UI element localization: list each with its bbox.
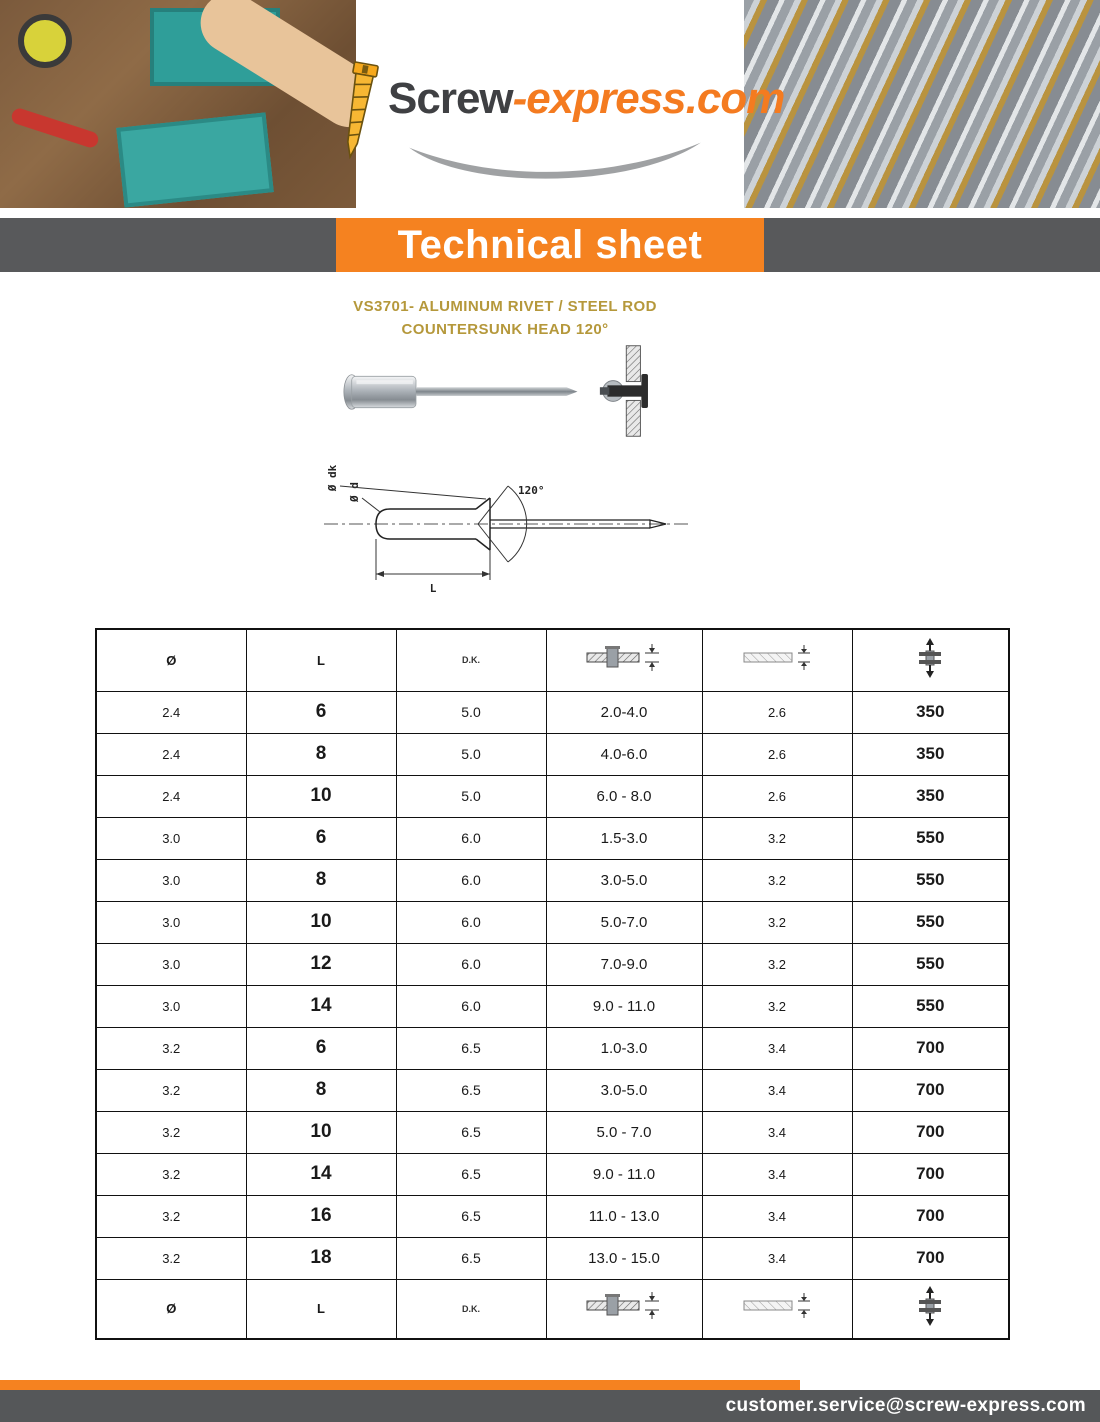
cell-strength: 350 <box>852 691 1009 733</box>
screw-tray-shape <box>116 112 274 207</box>
screwdriver-shape <box>10 106 101 149</box>
cell-length: 12 <box>246 943 396 985</box>
technical-drawing <box>318 436 698 604</box>
cell-dk: 6.5 <box>396 1153 546 1195</box>
cell-length: 8 <box>246 1069 396 1111</box>
table-row <box>96 691 1009 733</box>
product-title-line2: COUNTERSUNK HEAD 120° <box>401 321 609 338</box>
cell-grip-range: 6.0 - 8.0 <box>546 775 702 817</box>
cell-dk: 6.5 <box>396 1111 546 1153</box>
banner-bar <box>0 218 1100 272</box>
cell-diameter: 2.4 <box>96 775 246 817</box>
cell-strength: 700 <box>852 1237 1009 1279</box>
header-grip-range <box>546 629 702 691</box>
cell-diameter: 3.2 <box>96 1069 246 1111</box>
header-strength <box>852 629 1009 691</box>
brand-logo <box>330 42 790 192</box>
cell-drill-diameter: 3.4 <box>702 1027 852 1069</box>
cell-diameter: 3.0 <box>96 817 246 859</box>
cell-strength: 700 <box>852 1069 1009 1111</box>
cell-diameter: 3.0 <box>96 901 246 943</box>
cell-strength: 550 <box>852 817 1009 859</box>
cell-dk: 6.5 <box>396 1027 546 1069</box>
table-row <box>96 943 1009 985</box>
cell-grip-range: 7.0-9.0 <box>546 943 702 985</box>
table-row <box>96 1153 1009 1195</box>
cell-dk: 6.0 <box>396 901 546 943</box>
workshop-photo <box>0 0 356 208</box>
cell-drill-diameter: 3.2 <box>702 859 852 901</box>
tape-measure-shape <box>18 14 72 68</box>
cell-diameter: 3.0 <box>96 859 246 901</box>
cell-diameter: 3.0 <box>96 943 246 985</box>
cell-strength: 550 <box>852 859 1009 901</box>
cell-dk: 6.5 <box>396 1237 546 1279</box>
cell-dk: 5.0 <box>396 691 546 733</box>
brand-name-orange: -express.com <box>512 74 785 123</box>
cell-dk: 5.0 <box>396 733 546 775</box>
dim-label-angle: 120° <box>518 484 545 497</box>
cell-grip-range: 4.0-6.0 <box>546 733 702 775</box>
table-row <box>96 817 1009 859</box>
header-dk: D.K. <box>396 629 546 691</box>
page-title: Technical sheet <box>397 222 703 267</box>
brand-name-dark: Screw <box>388 74 513 123</box>
cell-length: 6 <box>246 817 396 859</box>
table-header-row <box>96 629 1009 691</box>
cell-drill-diameter: 3.4 <box>702 1195 852 1237</box>
cell-dk: 6.0 <box>396 859 546 901</box>
cell-grip-range: 5.0 - 7.0 <box>546 1111 702 1153</box>
cell-length: 18 <box>246 1237 396 1279</box>
grip-range-icon <box>585 643 663 673</box>
footer-dk: D.K. <box>396 1279 546 1339</box>
footer-strength <box>852 1279 1009 1339</box>
rivet-strength-icon <box>915 1286 945 1326</box>
cell-diameter: 3.2 <box>96 1111 246 1153</box>
product-title-line1: VS3701- ALUMINUM RIVET / STEEL ROD <box>353 298 657 315</box>
cell-dk: 6.0 <box>396 943 546 985</box>
cell-strength: 700 <box>852 1153 1009 1195</box>
cell-grip-range: 3.0-5.0 <box>546 1069 702 1111</box>
cell-grip-range: 11.0 - 13.0 <box>546 1195 702 1237</box>
cell-drill-diameter: 3.2 <box>702 817 852 859</box>
footer-accent-bar <box>0 1380 800 1390</box>
footer-drill-diameter <box>702 1279 852 1339</box>
table-footer-row <box>96 1279 1009 1339</box>
dim-label-d: Ø d <box>348 482 361 502</box>
cell-length: 8 <box>246 859 396 901</box>
table-row <box>96 1237 1009 1279</box>
cell-drill-diameter: 3.4 <box>702 1237 852 1279</box>
cell-grip-range: 5.0-7.0 <box>546 901 702 943</box>
cell-drill-diameter: 2.6 <box>702 775 852 817</box>
dim-label-dk: Ø dk <box>326 464 339 492</box>
cell-length: 8 <box>246 733 396 775</box>
table-header <box>96 629 1009 691</box>
cell-strength: 700 <box>852 1027 1009 1069</box>
footer-bar <box>0 1390 1100 1422</box>
table-row <box>96 1069 1009 1111</box>
table-row <box>96 859 1009 901</box>
cell-length: 10 <box>246 1111 396 1153</box>
table-row <box>96 1111 1009 1153</box>
cell-grip-range: 1.5-3.0 <box>546 817 702 859</box>
table-body <box>96 691 1009 1279</box>
header-diameter: Ø <box>96 629 246 691</box>
header-length: L <box>246 629 396 691</box>
logo-swoosh <box>390 136 720 194</box>
drill-hole-icon <box>742 1293 812 1319</box>
header-drill-diameter <box>702 629 852 691</box>
footer-length: L <box>246 1279 396 1339</box>
drill-hole-icon <box>742 645 812 671</box>
cell-strength: 350 <box>852 733 1009 775</box>
table-footer <box>96 1279 1009 1339</box>
cell-drill-diameter: 2.6 <box>702 733 852 775</box>
spec-table <box>95 628 1010 1340</box>
screws-photo <box>744 0 1100 208</box>
table-row <box>96 1195 1009 1237</box>
table-row <box>96 901 1009 943</box>
cell-grip-range: 9.0 - 11.0 <box>546 1153 702 1195</box>
cell-length: 14 <box>246 1153 396 1195</box>
cell-length: 10 <box>246 901 396 943</box>
rivet-cross-section-image <box>598 342 664 440</box>
cell-dk: 5.0 <box>396 775 546 817</box>
cell-dk: 6.0 <box>396 817 546 859</box>
cell-grip-range: 13.0 - 15.0 <box>546 1237 702 1279</box>
cell-length: 6 <box>246 1027 396 1069</box>
cell-grip-range: 3.0-5.0 <box>546 859 702 901</box>
cell-diameter: 3.0 <box>96 985 246 1027</box>
cell-grip-range: 2.0-4.0 <box>546 691 702 733</box>
cell-diameter: 2.4 <box>96 691 246 733</box>
cell-strength: 550 <box>852 901 1009 943</box>
table-row <box>96 733 1009 775</box>
footer-diameter: Ø <box>96 1279 246 1339</box>
cell-grip-range: 9.0 - 11.0 <box>546 985 702 1027</box>
banner-accent <box>336 218 764 272</box>
screw-logo-icon <box>330 50 386 174</box>
table-row <box>96 1027 1009 1069</box>
cell-strength: 700 <box>852 1111 1009 1153</box>
cell-drill-diameter: 3.2 <box>702 985 852 1027</box>
cell-diameter: 3.2 <box>96 1237 246 1279</box>
cell-strength: 550 <box>852 985 1009 1027</box>
cell-grip-range: 1.0-3.0 <box>546 1027 702 1069</box>
cell-drill-diameter: 3.2 <box>702 901 852 943</box>
cell-drill-diameter: 3.4 <box>702 1153 852 1195</box>
cell-diameter: 2.4 <box>96 733 246 775</box>
table-row <box>96 775 1009 817</box>
footer-email[interactable]: customer.service@screw-express.com <box>725 1395 1086 1416</box>
cell-drill-diameter: 2.6 <box>702 691 852 733</box>
cell-drill-diameter: 3.4 <box>702 1111 852 1153</box>
cell-diameter: 3.2 <box>96 1027 246 1069</box>
cell-length: 6 <box>246 691 396 733</box>
cell-strength: 350 <box>852 775 1009 817</box>
footer-grip-range <box>546 1279 702 1339</box>
cell-dk: 6.5 <box>396 1069 546 1111</box>
dim-label-length: L <box>429 582 437 595</box>
cell-drill-diameter: 3.4 <box>702 1069 852 1111</box>
cell-length: 10 <box>246 775 396 817</box>
rivet-strength-icon <box>915 638 945 678</box>
cell-dk: 6.5 <box>396 1195 546 1237</box>
table-row <box>96 985 1009 1027</box>
cell-diameter: 3.2 <box>96 1153 246 1195</box>
cell-diameter: 3.2 <box>96 1195 246 1237</box>
cell-length: 14 <box>246 985 396 1027</box>
cell-strength: 550 <box>852 943 1009 985</box>
grip-range-icon <box>585 1291 663 1321</box>
brand-name <box>388 74 784 124</box>
cell-drill-diameter: 3.2 <box>702 943 852 985</box>
rivet-product-photo <box>300 352 590 432</box>
cell-strength: 700 <box>852 1195 1009 1237</box>
cell-dk: 6.0 <box>396 985 546 1027</box>
cell-length: 16 <box>246 1195 396 1237</box>
